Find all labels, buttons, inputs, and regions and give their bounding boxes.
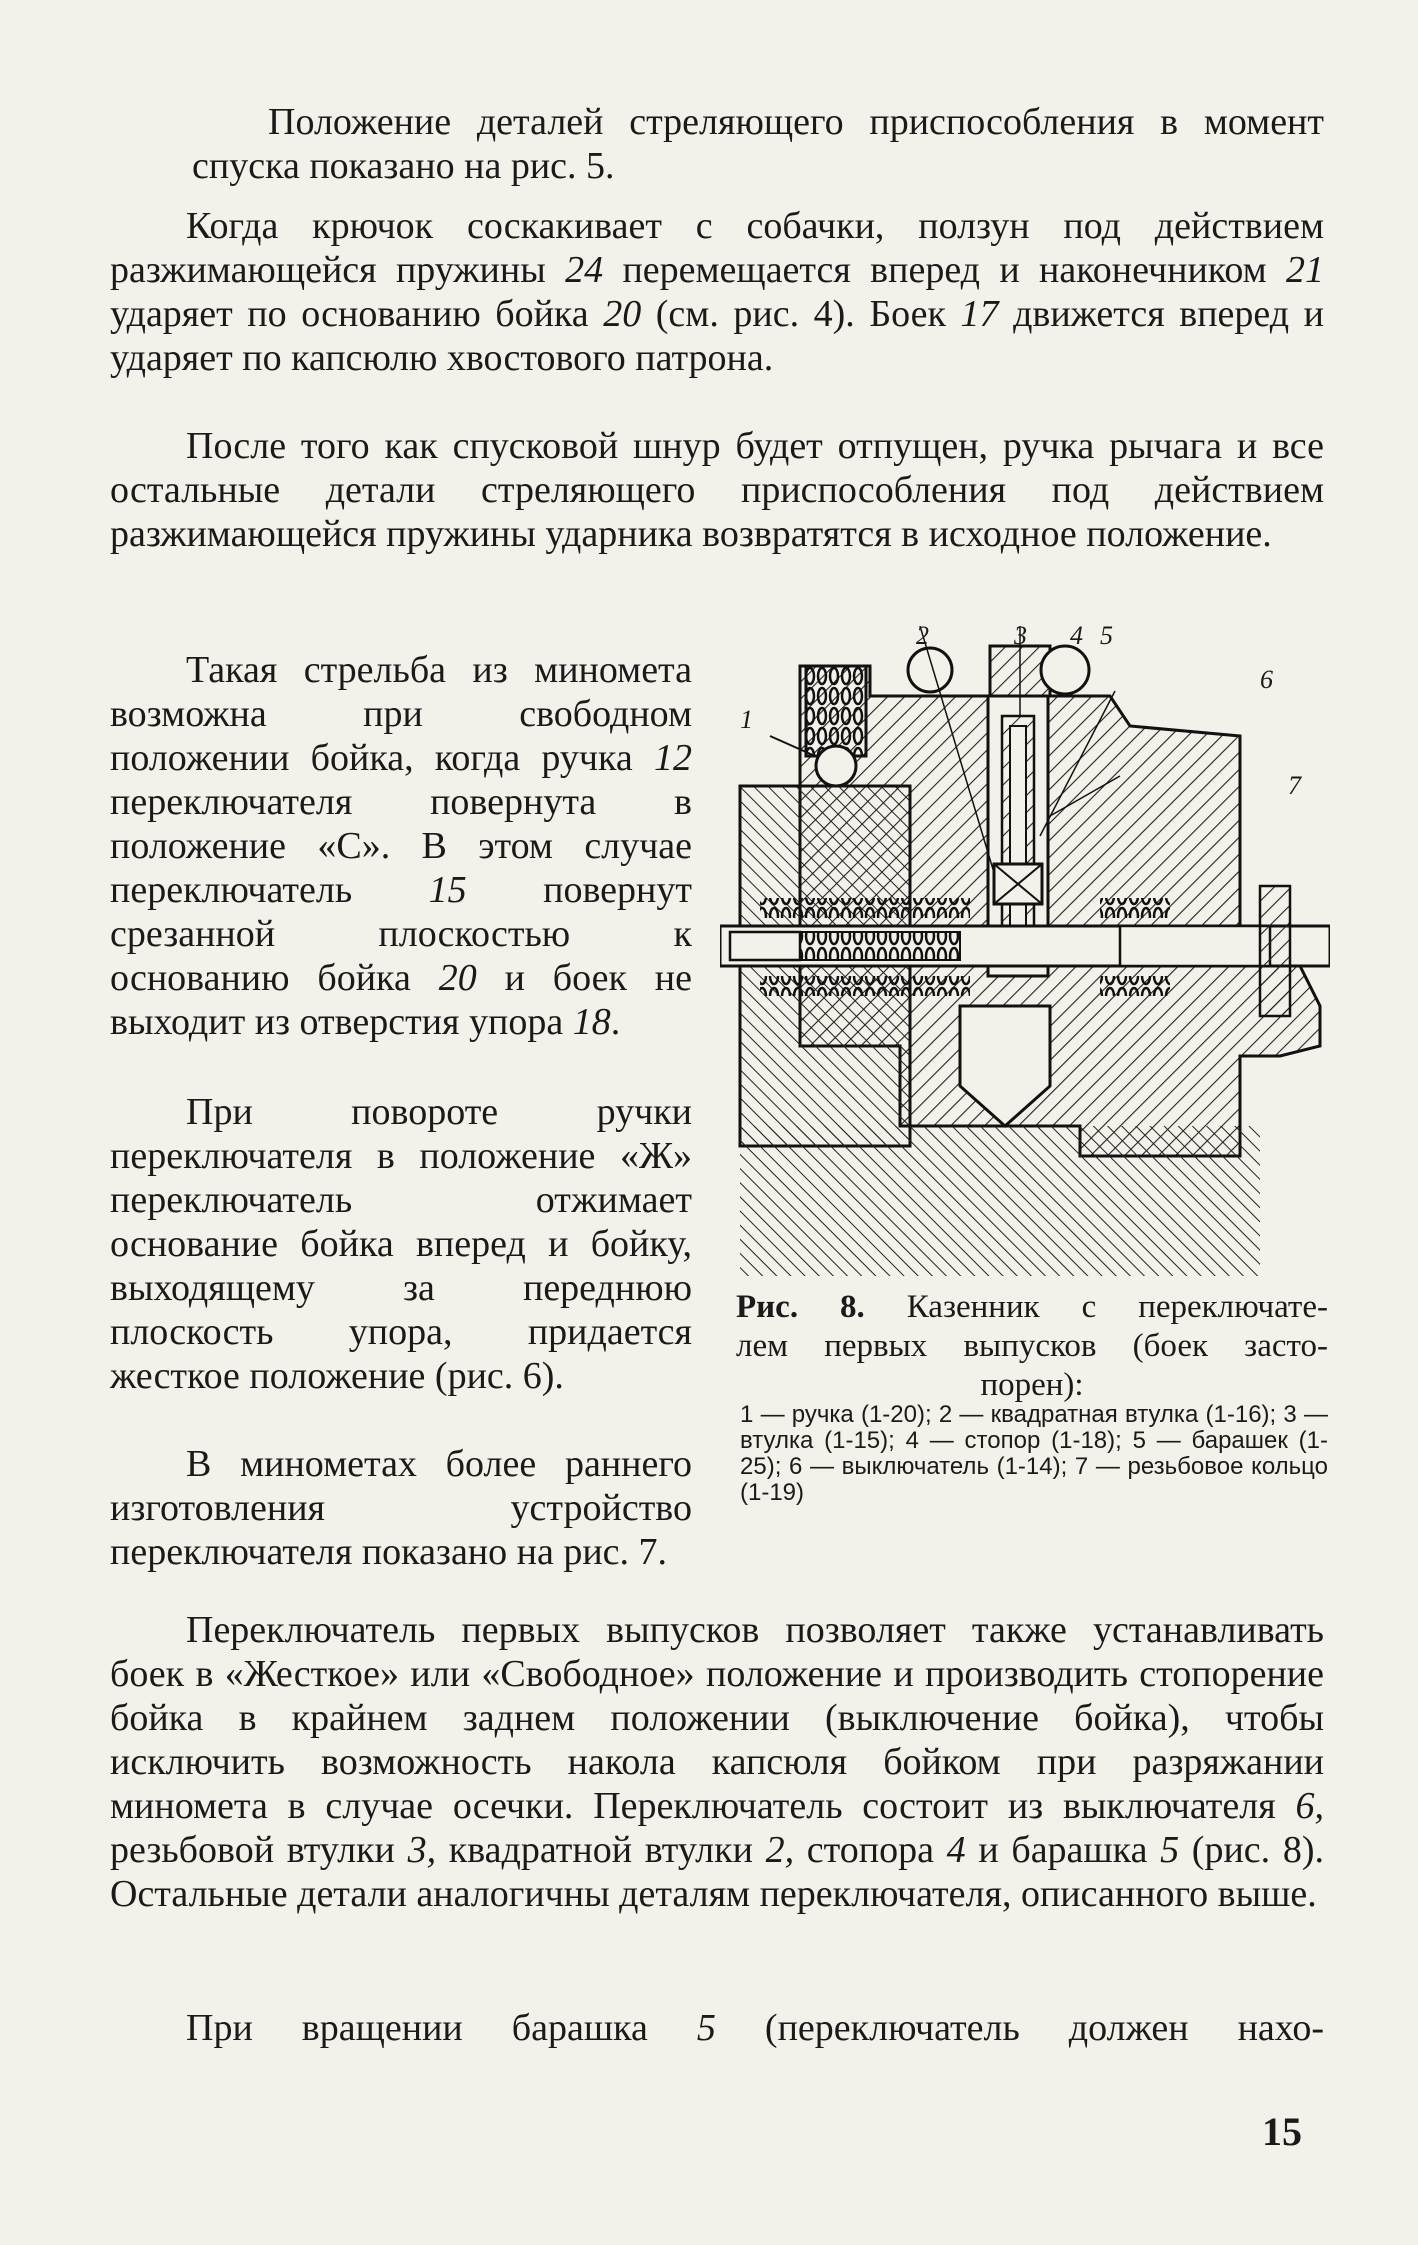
figure-label-4: 4	[1070, 626, 1083, 650]
figure-label-2: 2	[916, 626, 929, 650]
page-number: 15	[1262, 2109, 1302, 2154]
paragraph-5: При повороте ручки переключателя в положение «Ж» переключатель отжимает основание бойка вперед и бойку, выходящему за переднюю плоскость упора, придается жесткое положение (рис. 6).	[110, 1091, 692, 1397]
paragraph-3: После того как спусковой шнур будет отпущен, ручка рычага и все остальные детали стреляющего приспособления под действием разжимающейся пружины ударника возвратятся в исходное положение.	[110, 425, 1324, 555]
figure-label-7: 7	[1288, 771, 1301, 800]
paragraph-4: Такая стрельба из миномета возможна при свободном положении бойка, когда ручка 12 переключателя повернута в положение «С». В этом случае переключатель 15 повернут срезанной плоскостью к основанию бойка 20 и боек не выходит из отверстия упора 18.	[110, 649, 692, 1043]
figure-label-6: 6	[1260, 665, 1273, 694]
paragraph-2: Когда крючок соскакивает с собачки, ползун под действием разжимающейся пружины 24 перемещается вперед и наконечником 21 ударяет по основанию бойка 20 (см. рис. 4). Боек 17 движется вперед и ударяет по капсюлю хвостового патрона.	[110, 205, 1324, 379]
figure-label-1: 1	[740, 705, 753, 734]
paragraph-1: Положение деталей стреляющего приспособления в момент спуска показано на рис. 5.	[192, 101, 1324, 187]
figure-label-3: 3	[1014, 626, 1027, 650]
figure-caption: Рис. 8. Казенник с переключате- лем первых выпусков (боек засто- порен):	[736, 1289, 1328, 1403]
paragraph-6: В минометах более раннего изготовления устройство переключателя показано на рис. 7.	[110, 1443, 692, 1573]
figure-label-5: 5	[1100, 626, 1113, 650]
figure-legend: 1 — ручка (1-20); 2 — квадратная втулка (1-16); 3 — втулка (1-15); 4 — стопор (1-18); 5 — барашек (1-25); 6 — выключатель (1-14); 7 — резьбовое кольцо (1-19)	[740, 1401, 1328, 1506]
paragraph-7: Переключатель первых выпусков позволяет также устанавливать боек в «Жесткое» или «Свободное» положение и производить стопорение бойка в крайнем заднем положении (выключение бойка), чтобы исключить возможность накола капсюля бойком при разряжании миномета в случае осечки. Переключатель состоит из выключателя 6, резьбовой втулки 3, квадратной втулки 2, стопора 4 и барашка 5 (рис. 8). Остальные детали аналогичны деталям переключателя, описанного выше.	[110, 1609, 1325, 1915]
breech-switch-diagram	[720, 626, 1330, 1290]
paragraph-8: При вращении барашка 5 (переключатель должен нахо-	[186, 2007, 1324, 2049]
